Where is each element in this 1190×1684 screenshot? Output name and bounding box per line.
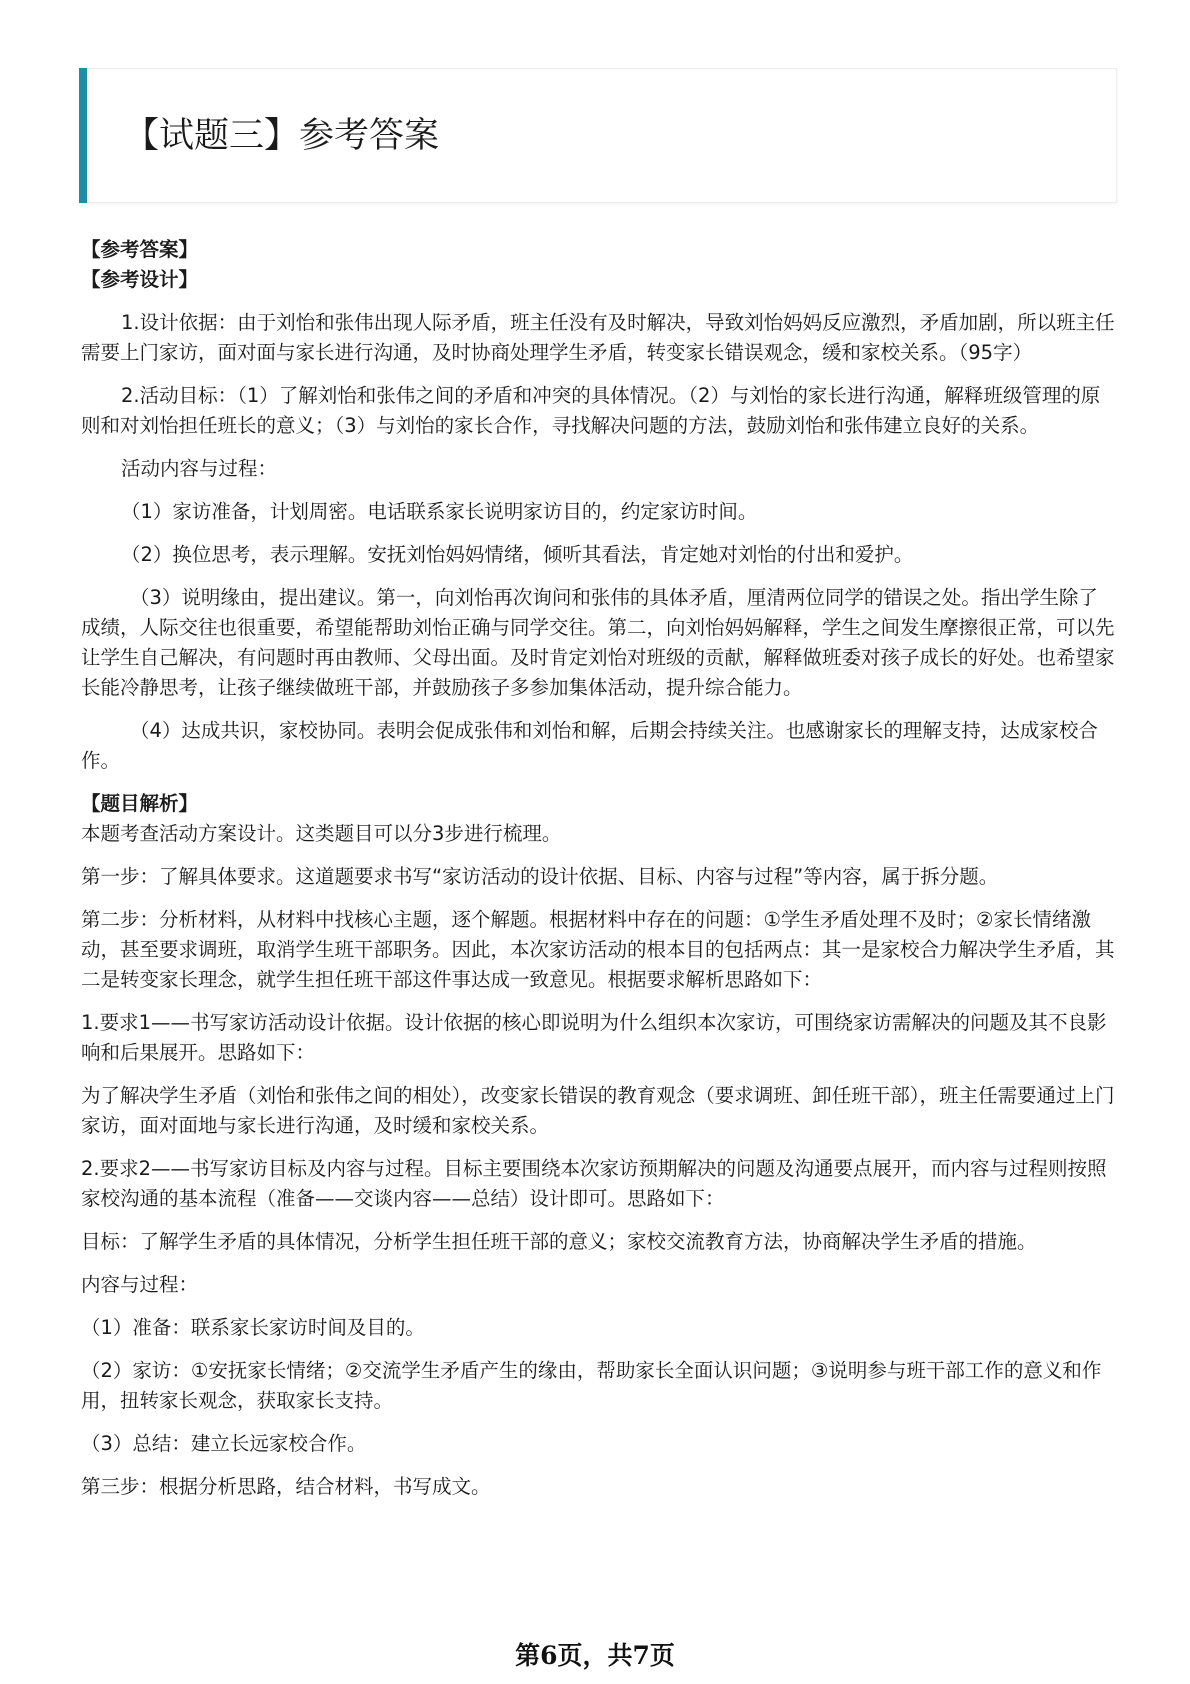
page-number: 第6页，共7页 <box>515 1641 675 1670</box>
page-title: 【试题三】参考答案 <box>124 116 440 156</box>
analysis-requirement-1: 1.要求1——书写家访活动设计依据。设计依据的核心即说明为什么组织本次家访，可围绕家访需解决的问题及其不良影响和后果展开。思路如下： <box>81 1011 1107 1064</box>
analysis-process-prepare: （1）准备：联系家长家访时间及目的。 <box>81 1316 425 1339</box>
analysis-step-1: 第一步：了解具体要求。这道题要求书写“家访活动的设计依据、目标、内容与过程”等内容，属于拆分题。 <box>81 865 999 888</box>
analysis-step-3: 第三步：根据分析思路，结合材料，书写成文。 <box>81 1475 491 1498</box>
analysis-requirement-2: 2.要求2——书写家访目标及内容与过程。目标主要围绕本次家访预期解决的问题及沟通要点展开，而内容与过程则按照家校沟通的基本流程（准备——交谈内容——总结）设计即可。思路如下： <box>81 1157 1107 1210</box>
section-heading-design: 【参考设计】 <box>81 268 199 291</box>
title-accent-bar <box>79 68 87 203</box>
paragraph-step-4: （4）达成共识，家校协同。表明会促成张伟和刘怡和解，后期会持续关注。也感谢家长的理解支持，达成家校合作。 <box>81 719 1098 772</box>
analysis-step-2: 第二步：分析材料，从材料中找核心主题，逐个解题。根据材料中存在的问题：①学生矛盾处理不及时；②家长情绪激动，甚至要求调班，取消学生班干部职务。因此，本次家访活动的根本目的包括两点：其一是家校合力解决学生矛盾，其二是转变家长理念，就学生担任班干部这件事达成一致意见。根据要求解析思路如下： <box>81 908 1115 991</box>
paragraph-activity-goals: 2.活动目标：（1）了解刘怡和张伟之间的矛盾和冲突的具体情况。（2）与刘怡的家长进行沟通，解释班级管理的原则和对刘怡担任班长的意义；（3）与刘怡的家长合作，寻找解决问题的方法，鼓励刘怡和张伟建立良好的关系。 <box>81 384 1101 437</box>
analysis-intro: 本题考查活动方案设计。这类题目可以分3步进行梳理。 <box>81 822 562 845</box>
analysis-process-visit: （2）家访：①安抚家长情绪；②交流学生矛盾产生的缘由，帮助家长全面认识问题；③说明参与班干部工作的意义和作用，扭转家长观念，获取家长支持。 <box>81 1359 1102 1412</box>
paragraph-activity-process-label: 活动内容与过程： <box>121 457 278 480</box>
paragraph-step-2: （2）换位思考，表示理解。安抚刘怡妈妈情绪，倾听其看法，肯定她对刘怡的付出和爱护。 <box>121 543 914 566</box>
section-heading-answer: 【参考答案】 <box>81 238 199 261</box>
document-body <box>81 235 1115 1502</box>
analysis-goal: 目标：了解学生矛盾的具体情况，分析学生担任班干部的意义；家校交流教育方法，协商解决学生矛盾的措施。 <box>81 1230 1037 1253</box>
analysis-requirement-1-idea: 为了解决学生矛盾（刘怡和张伟之间的相处），改变家长错误的教育观念（要求调班、卸任班干部），班主任需要通过上门家访，面对面地与家长进行沟通，及时缓和家校关系。 <box>81 1084 1115 1137</box>
analysis-process-summary: （3）总结：建立长远家校合作。 <box>81 1432 367 1455</box>
paragraph-step-3: （3）说明缘由，提出建议。第一，向刘怡再次询问和张伟的具体矛盾，厘清两位同学的错误之处。指出学生除了成绩，人际交往也很重要，希望能帮助刘怡正确与同学交往。第二，向刘怡妈妈解释，学生之间发生摩擦很正常，可以先让学生自己解决，有问题时再由教师、父母出面。及时肯定刘怡对班级的贡献，解释做班委对孩子成长的好处。也希望家长能冷静思考，让孩子继续做班干部，并鼓励孩子多参加集体活动，提升综合能力。 <box>81 586 1115 699</box>
paragraph-step-1: （1）家访准备，计划周密。电话联系家长说明家访目的，约定家访时间。 <box>121 500 758 523</box>
paragraph-design-basis: 1.设计依据：由于刘怡和张伟出现人际矛盾，班主任没有及时解决，导致刘怡妈妈反应激烈，矛盾加剧，所以班主任需要上门家访，面对面与家长进行沟通，及时协商处理学生矛盾，转变家长错误观念，缓和家校关系。（95字） <box>81 311 1115 364</box>
section-heading-analysis: 【题目解析】 <box>81 792 199 815</box>
analysis-process-label: 内容与过程： <box>81 1273 199 1296</box>
